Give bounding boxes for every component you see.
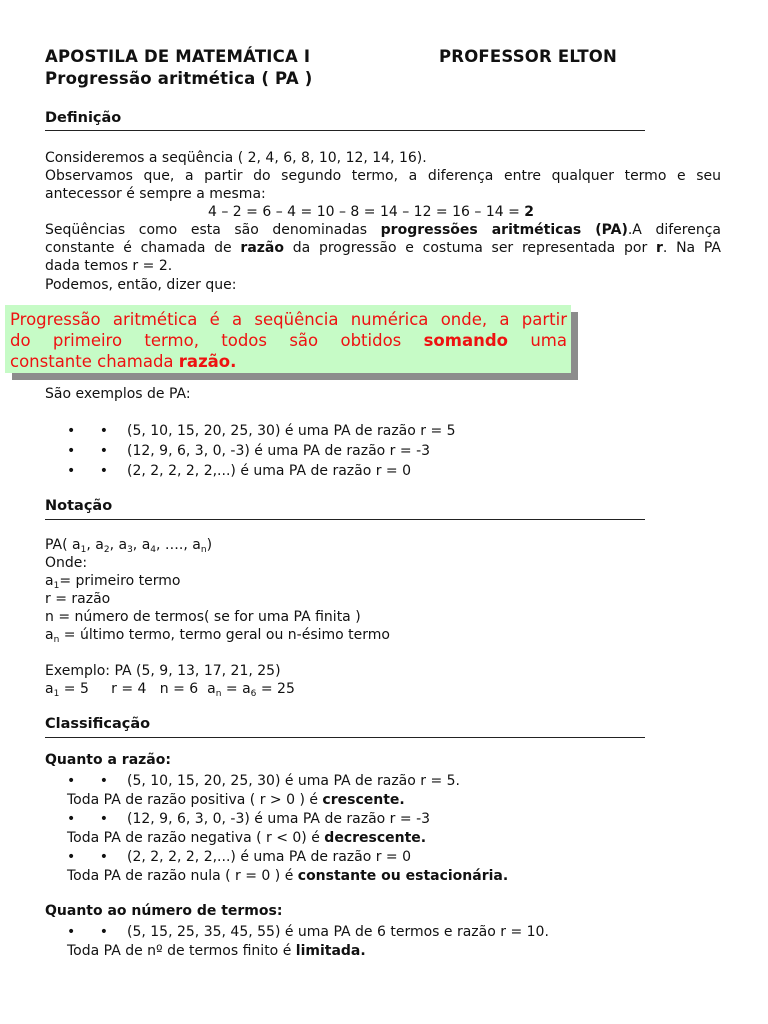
subscript: 3	[127, 545, 133, 555]
subsection-heading: Quanto ao número de termos:	[45, 903, 283, 919]
section-rule	[45, 130, 645, 131]
callout-line: Progressão aritmética é a seqüência numérica onde, a partir	[10, 310, 567, 329]
professor-name: PROFESSOR ELTON	[439, 47, 618, 66]
subsection-heading: Quanto a razão:	[45, 752, 171, 768]
text-run: n = 6	[159, 681, 199, 697]
notation-line: n = número de termos( se for uma PA finita )	[45, 609, 361, 625]
text-run: uma	[530, 331, 567, 350]
bold-term: limitada.	[295, 943, 366, 959]
list-item	[67, 848, 411, 866]
text-run: constante chamada	[10, 352, 174, 371]
paragraph-line: antecessor é sempre a mesma:	[45, 186, 266, 202]
text-run: = primeiro termo	[59, 573, 181, 589]
paragraph-line	[45, 221, 721, 239]
paragraph: Consideremos a seqüência ( 2, 4, 6, 8, 10, 12, 14, 16).	[45, 150, 427, 166]
section-heading-definicao: Definição	[45, 110, 122, 126]
classification-rule	[67, 791, 405, 809]
list-item	[67, 462, 411, 480]
bold-term: crescente.	[322, 792, 405, 808]
equation-result: 2	[524, 204, 535, 220]
paragraph: São exemplos de PA:	[45, 386, 191, 402]
bullet-icon: • •	[67, 773, 118, 789]
paragraph-line: dada temos r = 2.	[45, 258, 173, 274]
text-run: .A diferença	[627, 222, 721, 238]
subscript: 1	[53, 581, 60, 591]
bold-term: constante ou estacionária.	[297, 868, 509, 884]
definition-callout-text	[10, 309, 567, 372]
text-run: , a	[109, 537, 128, 553]
document-title: APOSTILA DE MATEMÁTICA I	[45, 47, 311, 66]
subscript: 2	[103, 545, 110, 555]
text-run: r = 4	[111, 681, 147, 697]
text-run: a	[45, 573, 54, 589]
list-item	[67, 422, 456, 440]
subscript: 1	[80, 545, 87, 555]
list-item	[67, 923, 549, 941]
notation-line	[45, 626, 390, 649]
list-item-text: (5, 10, 15, 20, 25, 30) é uma PA de razão r = 5.	[127, 773, 461, 789]
text-run: Toda PA de nº de termos finito é	[67, 943, 292, 959]
text-run: , a	[86, 537, 104, 553]
classification-rule	[67, 829, 426, 847]
text-run: .	[230, 352, 237, 371]
bullet-icon: • •	[67, 443, 118, 459]
callout-line	[10, 351, 567, 372]
list-item-text: (5, 10, 15, 20, 25, 30) é uma PA de razão r = 5	[127, 423, 456, 439]
text-run: PA( a	[45, 537, 81, 553]
text-run: = 25	[260, 681, 295, 697]
section-heading-classificacao: Classificação	[45, 716, 151, 732]
list-item	[67, 810, 430, 828]
text-run: = 5	[63, 681, 89, 697]
subscript: 6	[250, 689, 257, 699]
classification-rule	[67, 867, 508, 885]
bold-term: somando	[423, 331, 508, 350]
section-heading-notacao: Notação	[45, 498, 113, 514]
list-item-text: (2, 2, 2, 2, 2,...) é uma PA de razão r = 0	[127, 849, 412, 865]
text-run: Seqüências como esta são denominadas	[45, 222, 368, 238]
text-run: do primeiro termo, todos são obtidos	[10, 331, 402, 350]
section-rule	[45, 519, 645, 520]
bullet-icon: • •	[67, 463, 118, 479]
text-run: , …., a	[156, 537, 201, 553]
callout-line	[10, 330, 567, 351]
paragraph: Podemos, então, dizer que:	[45, 277, 237, 293]
text-run: )	[206, 537, 213, 553]
notation-example-values	[45, 680, 295, 703]
list-item-text: (12, 9, 6, 3, 0, -3) é uma PA de razão r = -3	[127, 811, 431, 827]
text-run: a	[242, 681, 251, 697]
subscript: n	[215, 689, 222, 699]
bullet-icon: • •	[67, 849, 118, 865]
notation-line: Onde:	[45, 555, 88, 571]
text-run: =	[225, 681, 238, 697]
text-run: constante é chamada de	[45, 240, 232, 256]
text-run: a	[45, 681, 54, 697]
equation	[208, 203, 534, 221]
paragraph-line	[45, 239, 721, 257]
text-run: Toda PA de razão nula ( r = 0 ) é	[67, 868, 294, 884]
bold-term: razão	[178, 352, 231, 371]
bold-term: razão	[240, 240, 284, 256]
paragraph-line: Observamos que, a partir do segundo termo, a diferença entre qualquer termo e seu	[45, 168, 721, 184]
bold-term: r	[655, 240, 663, 256]
list-item-text: (12, 9, 6, 3, 0, -3) é uma PA de razão r = -3	[127, 443, 431, 459]
text-run: = último termo, termo geral ou n-ésimo termo	[63, 627, 390, 643]
text-run: a	[45, 627, 54, 643]
equation-text: 4 – 2 = 6 – 4 = 10 – 8 = 14 – 12 = 16 – 14 =	[208, 204, 520, 220]
bold-term: decrescente.	[324, 830, 427, 846]
list-item-text: (2, 2, 2, 2, 2,...) é uma PA de razão r = 0	[127, 463, 412, 479]
text-run: da progressão e costuma ser representada por	[292, 240, 648, 256]
list-item-text: (5, 15, 25, 35, 45, 55) é uma PA de 6 termos e razão r = 10.	[127, 924, 549, 940]
bullet-icon: • •	[67, 924, 118, 940]
section-rule	[45, 737, 645, 738]
text-run: Toda PA de razão negativa ( r < 0) é	[67, 830, 320, 846]
text-run: Toda PA de razão positiva ( r > 0 ) é	[67, 792, 318, 808]
bullet-icon: • •	[67, 423, 118, 439]
subscript: n	[53, 635, 60, 645]
classification-rule	[67, 942, 366, 960]
document-subtitle: Progressão aritmética ( PA )	[45, 69, 313, 88]
subscript: 4	[150, 545, 157, 555]
paragraph	[45, 167, 721, 203]
text-run: a	[207, 681, 216, 697]
bold-term: progressões aritméticas (PA)	[380, 222, 628, 238]
notation-example: Exemplo: PA (5, 9, 13, 17, 21, 25)	[45, 663, 281, 679]
notation-line: r = razão	[45, 591, 111, 607]
subscript: n	[200, 545, 207, 555]
list-item	[67, 772, 460, 790]
subscript: 1	[53, 689, 60, 699]
bullet-icon: • •	[67, 811, 118, 827]
paragraph	[45, 221, 721, 275]
list-item	[67, 442, 430, 460]
text-run: , a	[132, 537, 151, 553]
text-run: . Na PA	[662, 240, 721, 256]
